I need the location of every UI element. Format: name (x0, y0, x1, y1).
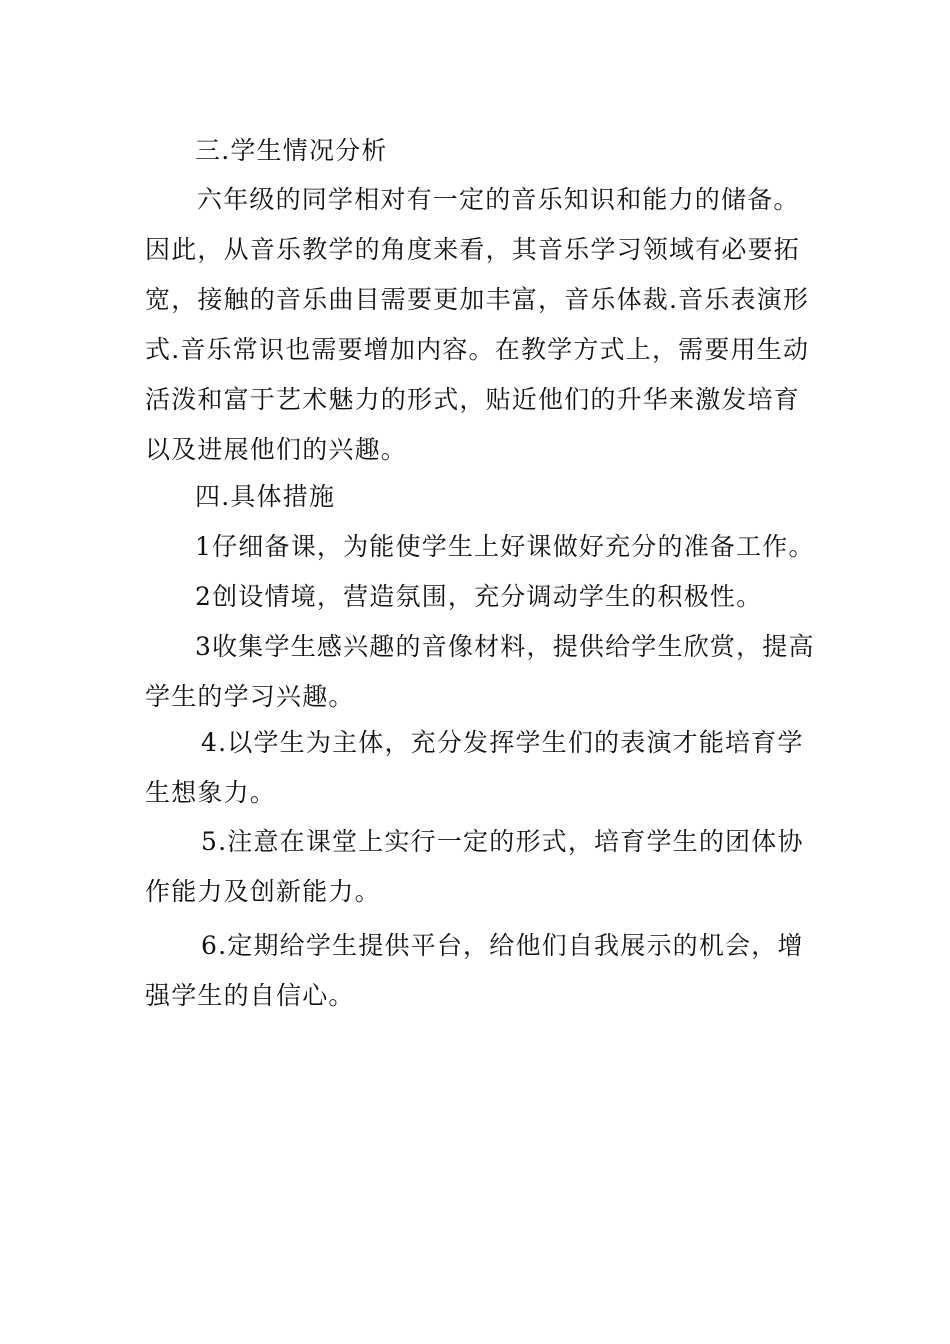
paragraph-line: 宽，接触的音乐曲目需要更加丰富，音乐体裁.音乐表演形 (145, 285, 810, 314)
item-line: 4.以学生为主体，充分发挥学生们的表演才能培育学 (201, 728, 804, 757)
measure-item-4 (145, 718, 810, 818)
paragraph-line: 六年级的同学相对有一定的音乐知识和能力的储备。 (197, 185, 800, 214)
item-line: 生想象力。 (145, 778, 277, 807)
item-line: 5.注意在课堂上实行一定的形式，培育学生的团体协 (201, 827, 804, 856)
item-line: 强学生的自信心。 (145, 981, 355, 1010)
heading-text: 四.具体措施 (195, 482, 336, 511)
measure-item-6 (145, 921, 810, 1021)
measure-item-5 (145, 817, 810, 917)
paragraph-line: 以及进展他们的兴趣。 (145, 435, 408, 464)
item-line: 2创设情境，营造氛围，充分调动学生的积极性。 (195, 582, 763, 611)
section-heading-4 (145, 472, 810, 522)
item-line: 6.定期给学生提供平台，给他们自我展示的机会，增 (201, 931, 804, 960)
heading-text: 三.学生情况分析 (195, 136, 388, 165)
measure-item-1 (145, 522, 815, 572)
item-line: 学生的学习兴趣。 (145, 682, 355, 711)
measure-item-2 (145, 572, 810, 622)
item-line: 3收集学生感兴趣的音像材料，提供给学生欣赏，提高 (195, 632, 815, 661)
paragraph-line: 式.音乐常识也需要增加内容。在教学方式上，需要用生动 (145, 335, 810, 364)
paragraph-line: 活泼和富于艺术魅力的形式，贴近他们的升华来激发培育 (145, 385, 801, 414)
section-3-paragraph (145, 175, 810, 475)
item-line: 作能力及创新能力。 (145, 877, 381, 906)
section-heading-3 (145, 126, 810, 176)
measure-item-3 (145, 622, 815, 722)
paragraph-line: 因此，从音乐教学的角度来看，其音乐学习领域有必要拓 (145, 235, 801, 264)
item-line: 1仔细备课，为能使学生上好课做好充分的准备工作。 (195, 532, 815, 561)
